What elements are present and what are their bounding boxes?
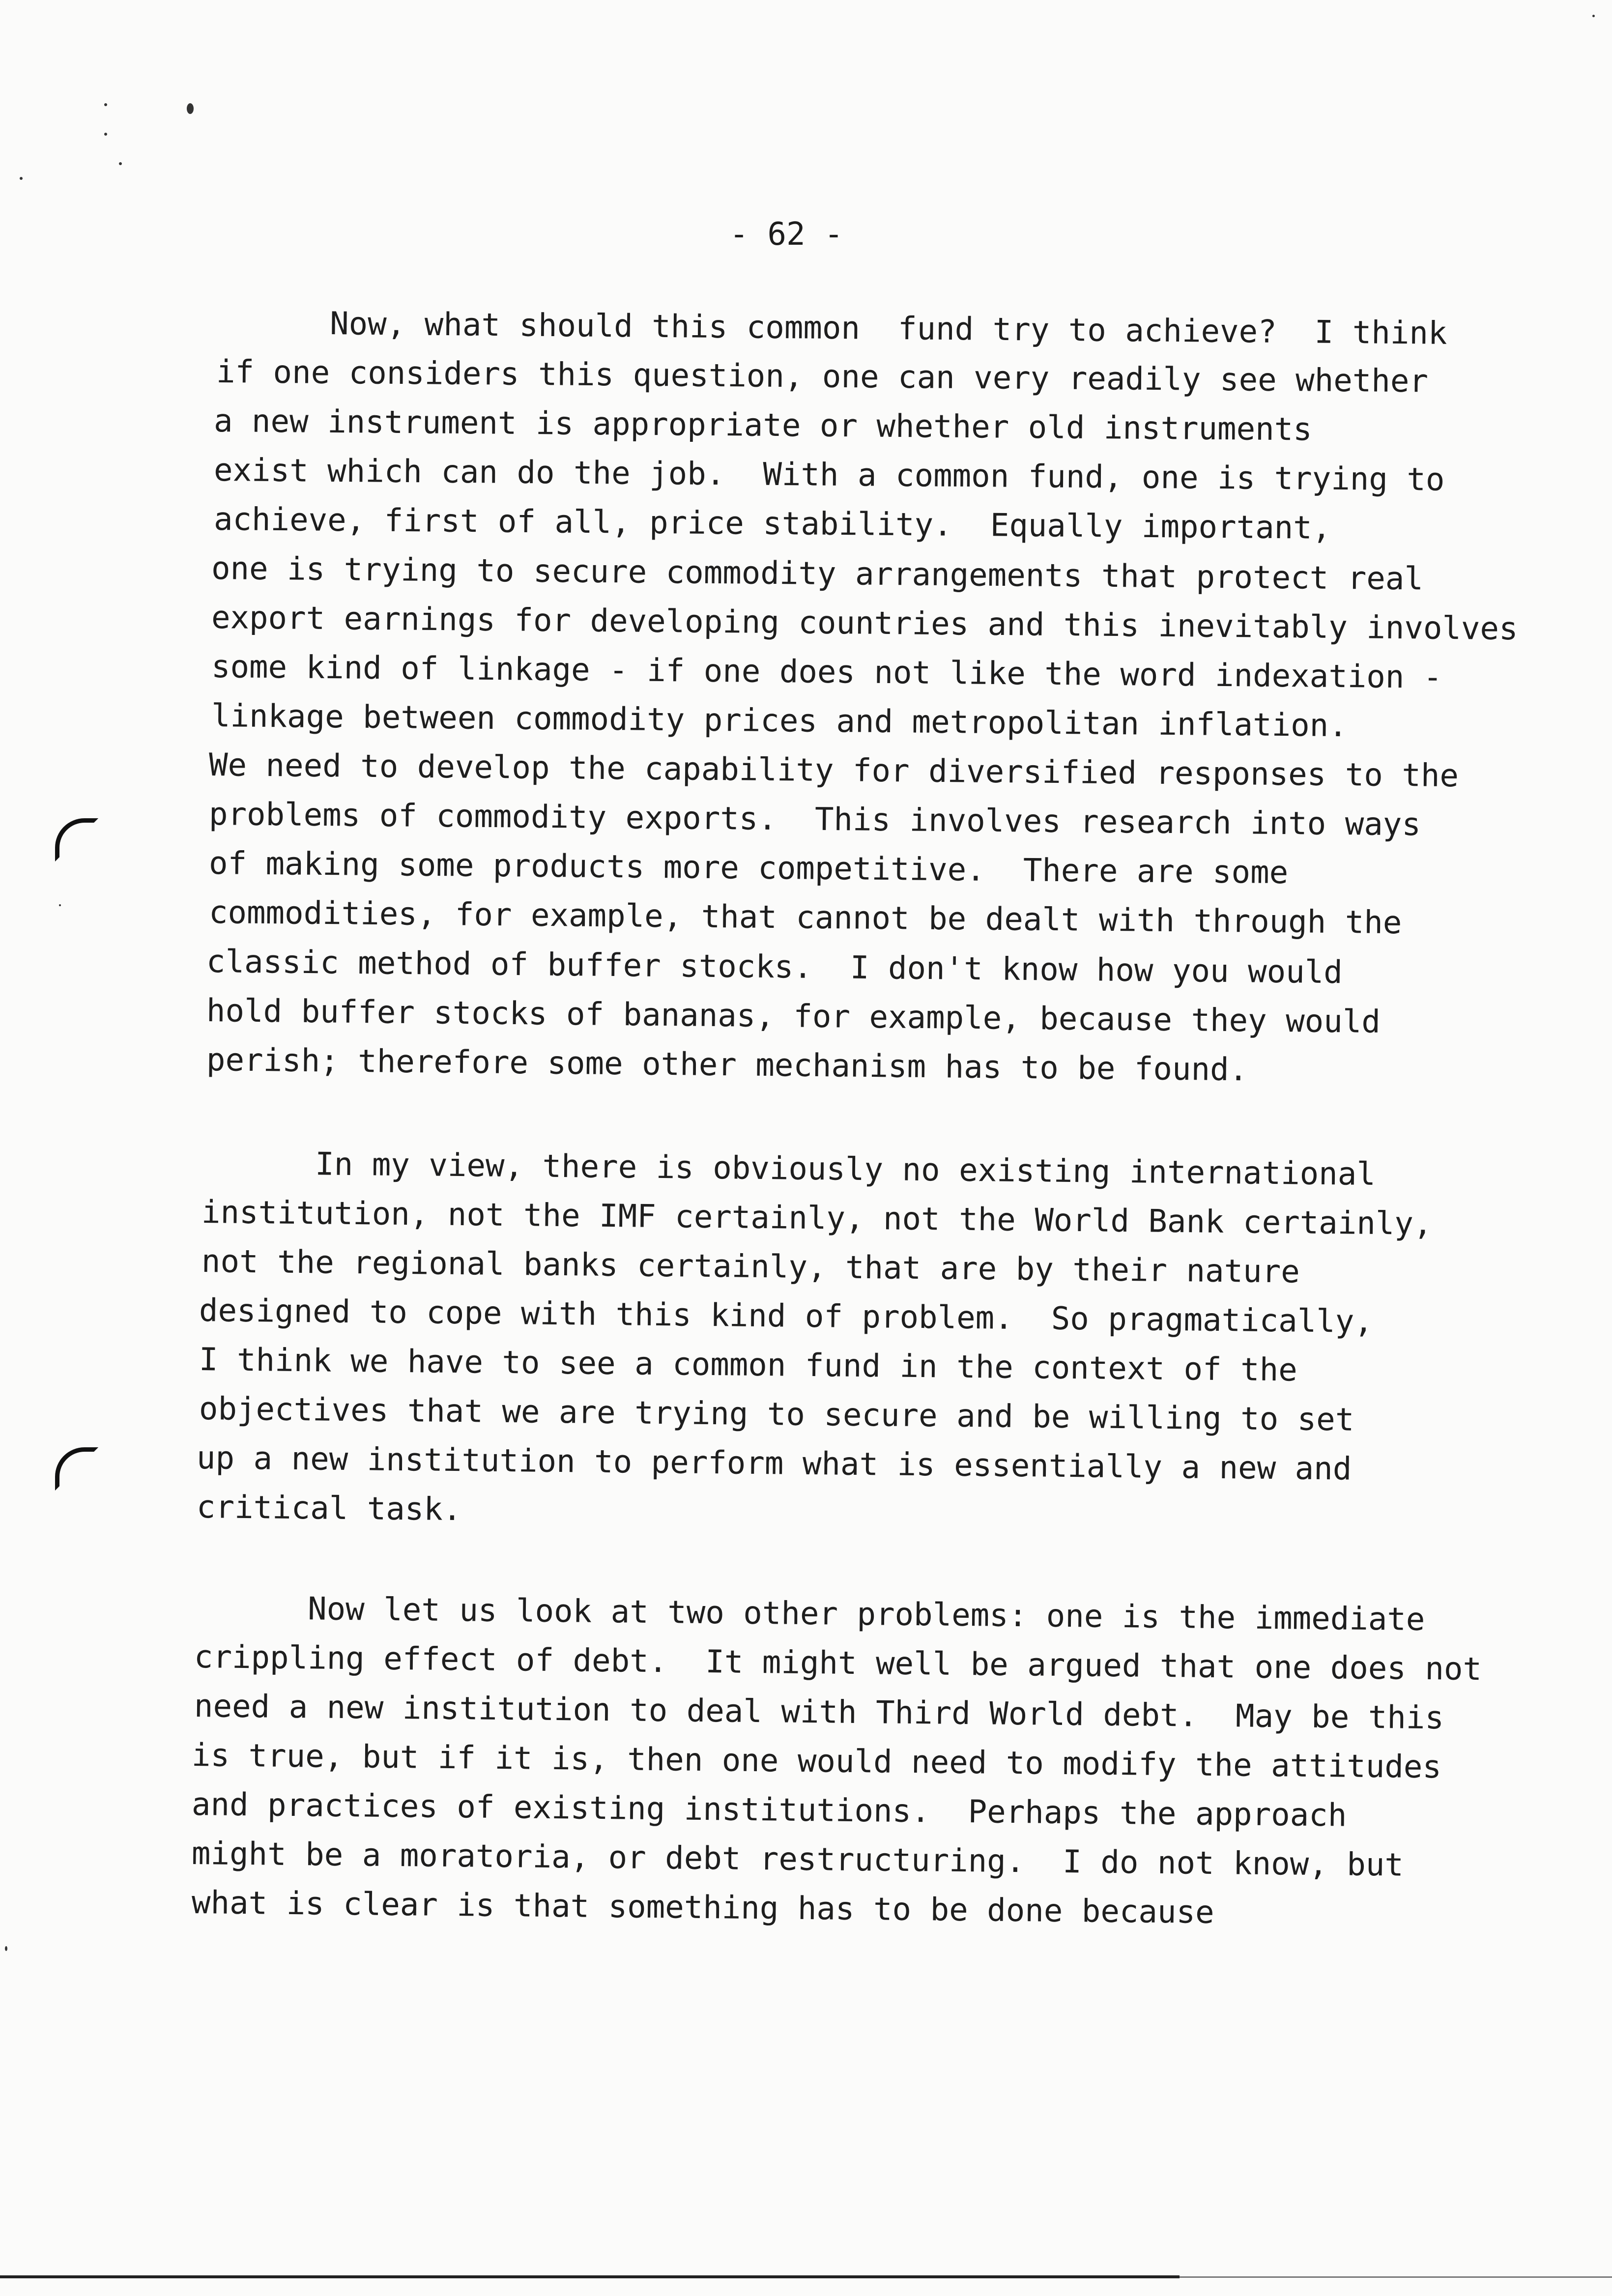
- text-line: crippling effect of debt. It might well be argued that one does not: [194, 1639, 1482, 1688]
- text-line: might be a moratoria, or debt restructuring. I do not know, but: [191, 1836, 1404, 1884]
- text-line: achieve, first of all, price stability. Equally important,: [213, 501, 1331, 546]
- scan-speck: [59, 904, 61, 906]
- text-line: not the regional banks certainly, that are by their nature: [201, 1243, 1300, 1291]
- scan-speck: [1592, 15, 1595, 17]
- text-line: need a new institution to deal with Third World debt. May be this: [194, 1688, 1444, 1737]
- text-line: Now let us look at two other problems: one is the immediate: [194, 1590, 1425, 1638]
- punch-hole-mark: [55, 818, 98, 861]
- text-line: problems of commodity exports. This involves research into ways: [208, 796, 1421, 843]
- text-line: up a new institution to perform what is essentially a new and: [196, 1440, 1352, 1488]
- scan-speck: [119, 162, 122, 165]
- text-line: critical task.: [196, 1489, 462, 1528]
- text-line: commodities, for example, that cannot be dealt with through the: [208, 894, 1402, 942]
- scan-speck: [187, 103, 194, 114]
- text-line: perish; therefore some other mechanism has to be found.: [206, 1042, 1248, 1089]
- text-line: a new instrument is appropriate or whether old instruments: [213, 403, 1313, 448]
- page-number: - 62 -: [729, 216, 843, 253]
- text-line: hold buffer stocks of bananas, for example, because they would: [206, 993, 1381, 1040]
- text-line: institution, not the IMF certainly, not the World Bank certainly,: [201, 1194, 1433, 1243]
- scan-speck: [104, 133, 107, 136]
- text-line: In my view, there is obviously no existing international: [201, 1145, 1376, 1193]
- text-line: exist which can do the job. With a common fund, one is trying to: [213, 452, 1445, 498]
- text-line: We need to develop the capability for diversified responses to the: [208, 747, 1459, 795]
- scan-speck: [5, 1946, 7, 1951]
- bottom-rule: [0, 2275, 1180, 2278]
- text-line: Now, what should this common fund try to achieve? I think: [216, 305, 1447, 352]
- text-line: linkage between commodity prices and metropolitan inflation.: [211, 698, 1348, 745]
- text-line: what is clear is that something has to be done because: [191, 1885, 1214, 1931]
- text-line: I think we have to see a common fund in the context of the: [199, 1342, 1298, 1389]
- text-line: is true, but if it is, then one would need to modify the attitudes: [191, 1737, 1442, 1786]
- text-line: of making some products more competitive. There are some: [208, 845, 1289, 891]
- text-line: export earnings for developing countries and this inevitably involves: [211, 600, 1518, 648]
- text-line: classic method of buffer stocks. I don't know how you would: [206, 944, 1343, 991]
- text-line: designed to cope with this kind of problem. So pragmatically,: [199, 1292, 1374, 1340]
- text-line: one is trying to secure commodity arrangements that protect real: [211, 550, 1424, 598]
- text-line: if one considers this question, one can very readily see whether: [216, 354, 1429, 400]
- scan-speck: [104, 103, 107, 106]
- bottom-rule: [1180, 2276, 1612, 2278]
- punch-hole-mark: [55, 1447, 98, 1491]
- scan-speck: [20, 177, 23, 180]
- text-line: and practices of existing institutions. Perhaps the approach: [191, 1786, 1347, 1834]
- text-line: objectives that we are trying to secure and be willing to set: [199, 1391, 1354, 1438]
- text-line: some kind of linkage - if one does not like the word indexation -: [211, 649, 1442, 696]
